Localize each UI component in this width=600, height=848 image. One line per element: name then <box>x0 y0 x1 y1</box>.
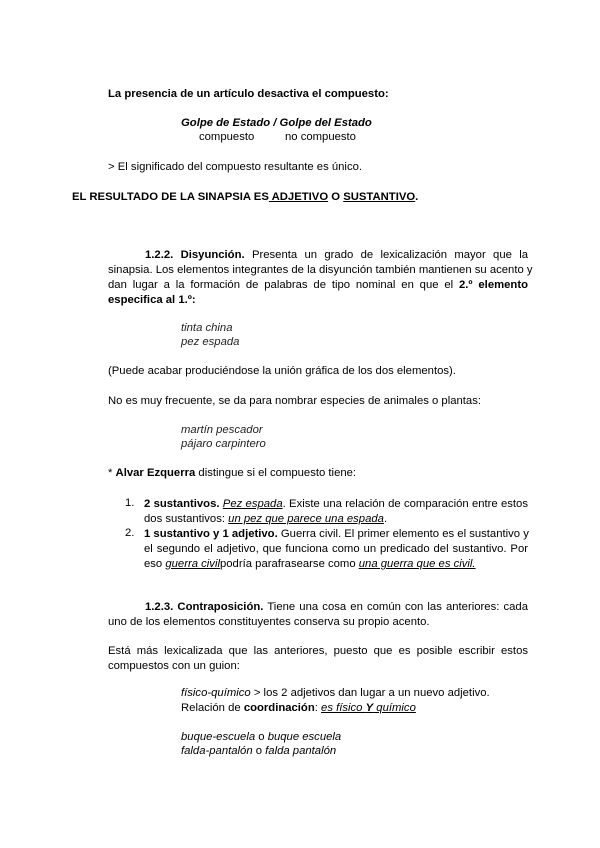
disyuncion-second-element: 2.º elemento <box>459 279 528 291</box>
list-item-2 <box>144 527 528 572</box>
example-tinta-china: tinta china <box>181 322 233 334</box>
alvar-line-text: distingue si el compuesto tiene: <box>195 467 357 479</box>
list-number-2: 2. <box>125 527 135 539</box>
disyuncion-line-1-text: Presenta un grado de lexicalización mayor que la <box>251 249 529 261</box>
lexicalization-paragraph <box>108 644 528 674</box>
list-item-2-example: guerra civil <box>165 558 220 570</box>
disyuncion-line-3-text: dan lugar a la formación de palabras de tipo nominal en que el <box>108 279 454 291</box>
coordination-example-c: químico <box>373 702 416 714</box>
coordination-line <box>181 702 416 714</box>
falda-pantalon-spaced: falda pantalón <box>265 745 337 757</box>
coordination-example-y: Y <box>365 702 374 714</box>
example-pajaro-carpintero: pájaro carpintero <box>181 438 266 450</box>
list-item-2-paraphrase: una guerra que es civil. <box>358 558 476 570</box>
species-note: No es muy frecuente, se da para nombrar especies de animales o plantas: <box>108 395 482 407</box>
contraposicion-paragraph <box>108 600 528 630</box>
lexicalization-line-1: Está más lexicalizada que las anteriores, puesto que es posible escribir estos <box>108 645 528 657</box>
buque-escuela-line <box>181 731 341 743</box>
coordination-colon: : <box>314 702 322 714</box>
label-compuesto: compuesto <box>199 131 255 143</box>
graphic-union-note: (Puede acabar produciéndose la unión gráfica de los dos elementos). <box>108 365 456 377</box>
list-item-1-text: . Existe una relación de comparación entre estos <box>282 498 528 510</box>
contraposicion-number: 1.2.3. <box>145 601 174 613</box>
falda-pantalon-hyphen: falda-pantalón <box>181 745 253 757</box>
list-item-1-line-2 <box>144 512 528 527</box>
buque-escuela-hyphen: buque-escuela <box>181 731 256 743</box>
result-prefix: EL RESULTADO DE LA SINAPSIA ES <box>72 191 269 203</box>
result-mid: O <box>328 191 344 203</box>
disyuncion-line-4: especifica al 1.º: <box>108 294 196 306</box>
list-item-2-line-1 <box>144 527 528 542</box>
example-golpe-de-estado: Golpe de Estado / Golpe del Estado <box>181 117 372 129</box>
example-martin-pescador: martín pescador <box>181 424 263 436</box>
contraposicion-title: Contraposición. <box>177 601 264 613</box>
list-item-2-text: Guerra civil. El primer elemento es el sustantivo y <box>277 528 529 540</box>
disyuncion-paragraph <box>108 248 533 308</box>
alvar-ezquerra-line <box>108 467 356 479</box>
author-name: Alvar Ezquerra <box>115 467 196 479</box>
label-no-compuesto: no compuesto <box>285 131 356 143</box>
meaning-note: > El significado del compuesto resultante es único. <box>108 161 363 173</box>
example-pez-espada: pez espada <box>181 336 240 348</box>
lexicalization-line-2: compuestos con un guion: <box>108 660 240 672</box>
list-number-1: 1. <box>125 497 135 509</box>
coordination-term: coordinación <box>243 702 315 714</box>
list-item-1-title: 2 sustantivos. <box>144 498 220 510</box>
coordination-example <box>321 702 416 714</box>
list-item-1-line-2-text: dos sustantivos: <box>144 513 229 525</box>
list-item-1 <box>144 497 528 527</box>
disyuncion-number: 1.2.2. <box>145 249 174 261</box>
contraposicion-line-1-text: Tiene una cosa en común con las anteriores: cada <box>267 601 528 613</box>
list-item-2-line-3-mid: podría parafrasearse como <box>219 558 359 570</box>
result-adjetivo: ADJETIVO <box>268 191 329 203</box>
result-sustantivo: SUSTANTIVO <box>343 191 416 203</box>
falda-pantalon-line <box>181 745 336 757</box>
sinapsia-result-heading <box>72 191 418 203</box>
falda-or: o <box>252 745 266 757</box>
contraposicion-line-2: uno de los elementos constituyentes conserva su propio acento. <box>108 616 430 628</box>
fisico-quimico-term: físico-químico <box>181 687 251 699</box>
asterisk: * <box>108 467 116 479</box>
disyuncion-line-3 <box>108 278 528 293</box>
list-item-2-line-2: el segundo el adjetivo, que funciona como un predicado del sustantivo. Por <box>144 543 528 555</box>
buque-or: o <box>255 731 268 743</box>
list-item-1-paraphrase: un pez que parece una espada <box>228 513 384 525</box>
buque-escuela-spaced: buque escuela <box>267 731 342 743</box>
fisico-quimico-text: > los 2 adjetivos dan lugar a un nuevo adjetivo. <box>250 687 490 699</box>
list-item-2-line-3-text: eso <box>144 558 166 570</box>
result-end: . <box>415 191 419 203</box>
list-item-1-example: Pez espada <box>222 498 283 510</box>
list-item-2-title: 1 sustantivo y 1 adjetivo. <box>144 528 278 540</box>
disyuncion-line-2: sinapsia. Los elementos integrantes de la disyunción también mantienen su acento y <box>108 264 533 276</box>
list-item-1-line-2-end: . <box>383 513 388 525</box>
disyuncion-title: Disyunción. <box>180 249 245 261</box>
fisico-quimico-line <box>181 687 490 699</box>
disyuncion-line-1 <box>108 248 528 263</box>
coordination-prefix: Relación de <box>181 702 244 714</box>
list-item-2-line-3 <box>144 557 528 572</box>
coordination-example-a: es físico <box>321 702 366 714</box>
article-rule-heading: La presencia de un artículo desactiva el compuesto: <box>108 88 389 100</box>
list-item-1-line-1 <box>144 497 528 512</box>
contraposicion-line-1 <box>108 600 528 615</box>
